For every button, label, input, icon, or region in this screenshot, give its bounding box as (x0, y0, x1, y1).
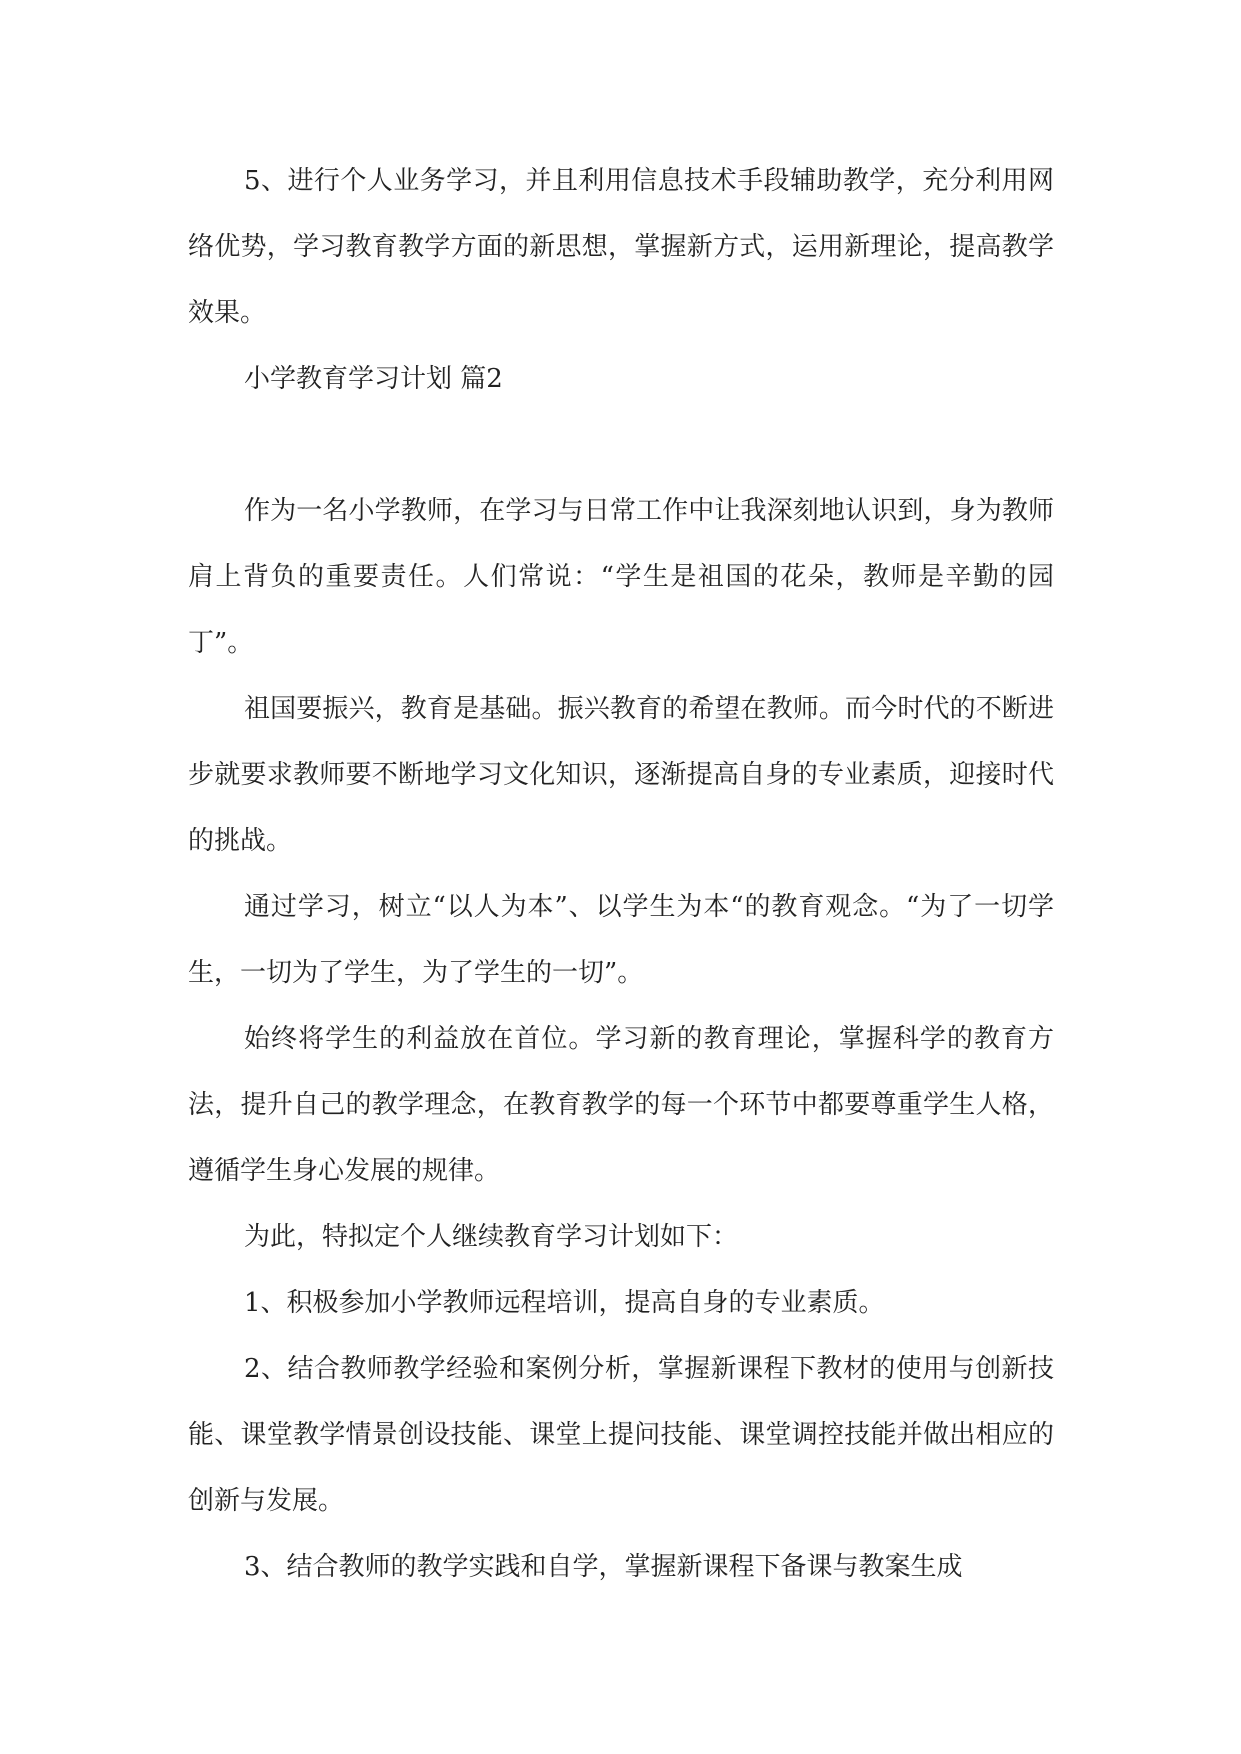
paragraph-item-3: 3、结合教师的教学实践和自学，掌握新课程下备课与教案生成 (244, 1552, 963, 1582)
paragraph-item-5: 5、进行个人业务学习，并且利用信息技术手段辅助教学，充分利用网络优势，学习教育教学方面的新思想，掌握新方式，运用新理论，提高教学效果。 (188, 166, 1054, 328)
paragraph-concept: 通过学习，树立“以人为本”、以学生为本“的教育观念。“为了一切学生，一切为了学生，为了学生的一切”。 (188, 892, 1054, 988)
section-heading: 小学教育学习计划 篇2 (244, 364, 503, 394)
paragraph-item-2: 2、结合教师教学经验和案例分析，掌握新课程下教材的使用与创新技能、课堂教学情景创设技能、课堂上提问技能、课堂调控技能并做出相应的创新与发展。 (188, 1354, 1054, 1516)
paragraph-revival: 祖国要振兴，教育是基础。振兴教育的希望在教师。而今时代的不断进步就要求教师要不断地学习文化知识，逐渐提高自身的专业素质，迎接时代的挑战。 (188, 694, 1054, 856)
paragraph-item-1: 1、积极参加小学教师远程培训，提高自身的专业素质。 (244, 1288, 885, 1318)
paragraph-priority: 始终将学生的利益放在首位。学习新的教育理论，掌握科学的教育方法，提升自己的教学理念，在教育教学的每一个环节中都要尊重学生人格，遵循学生身心发展的规律。 (188, 1024, 1054, 1186)
paragraph-intro: 作为一名小学教师，在学习与日常工作中让我深刻地认识到，身为教师肩上背负的重要责任。人们常说：“学生是祖国的花朵，教师是辛勤的园丁”。 (188, 496, 1054, 658)
paragraph-plan-intro: 为此，特拟定个人继续教育学习计划如下： (244, 1222, 739, 1252)
document-body (188, 148, 1054, 1600)
